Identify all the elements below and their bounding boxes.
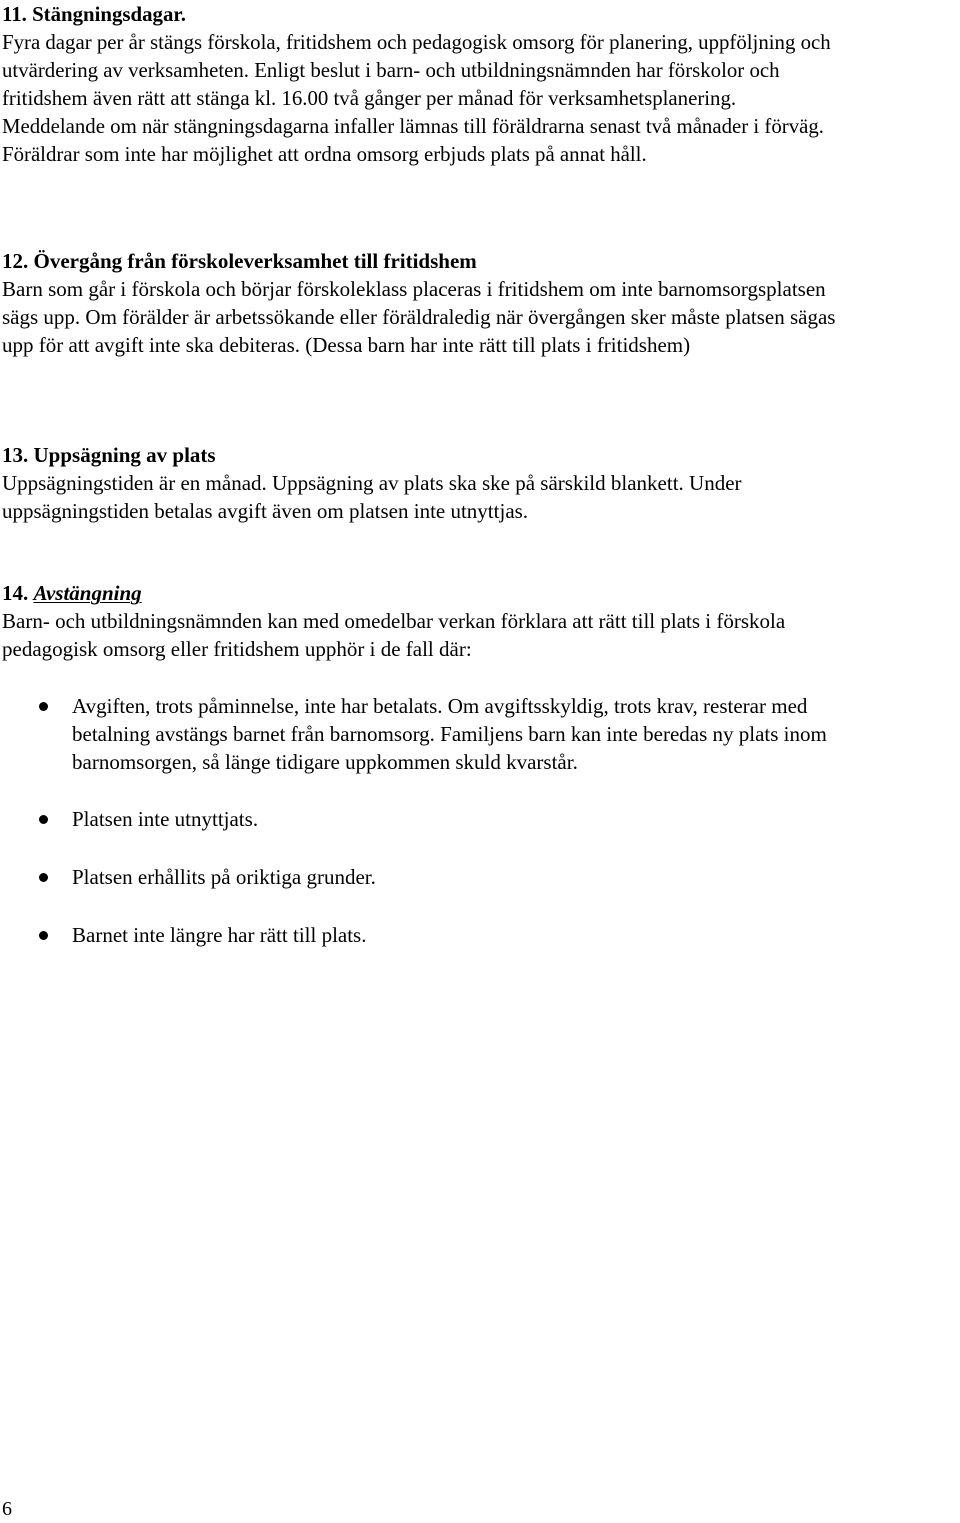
section-title: Avstängning [33, 581, 142, 605]
paragraph-line: utvärdering av verksamheten. Enligt beslut i barn- och utbildningsnämnden har förskolor och [2, 58, 780, 82]
section-13 [2, 441, 952, 525]
list-item-line: betalning avstängs barnet från barnomsorg. Familjens barn kan inte beredas ny plats inom [72, 722, 827, 746]
section-11 [2, 0, 952, 168]
paragraph-line: pedagogisk omsorg eller fritidshem upphör i de fall där: [2, 637, 472, 661]
list-item-line: Platsen inte utnyttjats. [72, 807, 259, 831]
bullet-icon [39, 815, 48, 824]
section-title: Uppsägning av plats [33, 443, 216, 467]
section-heading [2, 441, 952, 469]
section-heading [2, 579, 952, 607]
paragraph-line: fritidshem även rätt att stänga kl. 16.00 två gånger per månad för verksamhetsplanering. [2, 86, 737, 110]
paragraph-line: Meddelande om när stängningsdagarna infaller lämnas till föräldrarna senast två månader i förväg. [2, 114, 824, 138]
section-heading [2, 247, 952, 275]
section-14 [2, 579, 952, 663]
section-number: 11. [2, 2, 27, 26]
paragraph-line: Barn som går i förskola och börjar förskoleklass placeras i fritidshem om inte barnomsorgsplatsen [2, 277, 826, 301]
paragraph-line: Uppsägningstiden är en månad. Uppsägning av plats ska ske på särskild blankett. Under [2, 471, 742, 495]
paragraph-line: Föräldrar som inte har möjlighet att ordna omsorg erbjuds plats på annat håll. [2, 142, 647, 166]
list-item-text [72, 863, 952, 891]
list-item-text [72, 805, 952, 833]
list-item-line: Barnet inte längre har rätt till plats. [72, 923, 367, 947]
bullet-icon [39, 702, 48, 711]
paragraph-line: Fyra dagar per år stängs förskola, fritidshem och pedagogisk omsorg för planering, uppföljning och [2, 30, 831, 54]
paragraph-line: Barn- och utbildningsnämnden kan med omedelbar verkan förklara att rätt till plats i förskola [2, 609, 786, 633]
paragraph-line: sägs upp. Om förälder är arbetssökande eller föräldraledig när övergången sker måste platsen sägas [2, 305, 836, 329]
list-item-line: Avgiften, trots påminnelse, inte har betalats. Om avgiftsskyldig, trots krav, resterar med [72, 694, 808, 718]
paragraph-line: uppsägningstiden betalas avgift även om platsen inte utnyttjas. [2, 499, 529, 523]
section-12 [2, 247, 952, 359]
list-item-text [72, 692, 952, 776]
section-title: Stängningsdagar. [32, 2, 186, 26]
paragraph-line: upp för att avgift inte ska debiteras. (Dessa barn har inte rätt till plats i fritidshem) [2, 333, 691, 357]
section-number: 12. [2, 249, 29, 273]
list-item-line: barnomsorgen, så länge tidigare uppkommen skuld kvarstår. [72, 750, 578, 774]
bullet-icon [39, 931, 48, 940]
section-number: 14. [2, 581, 29, 605]
list-item-line: Platsen erhållits på oriktiga grunder. [72, 865, 376, 889]
page-number: 6 [2, 1498, 12, 1520]
section-title: Övergång från förskoleverksamhet till fritidshem [33, 249, 477, 273]
bullet-icon [39, 873, 48, 882]
section-number: 13. [2, 443, 29, 467]
list-item-text [72, 921, 952, 949]
section-heading [2, 0, 944, 28]
